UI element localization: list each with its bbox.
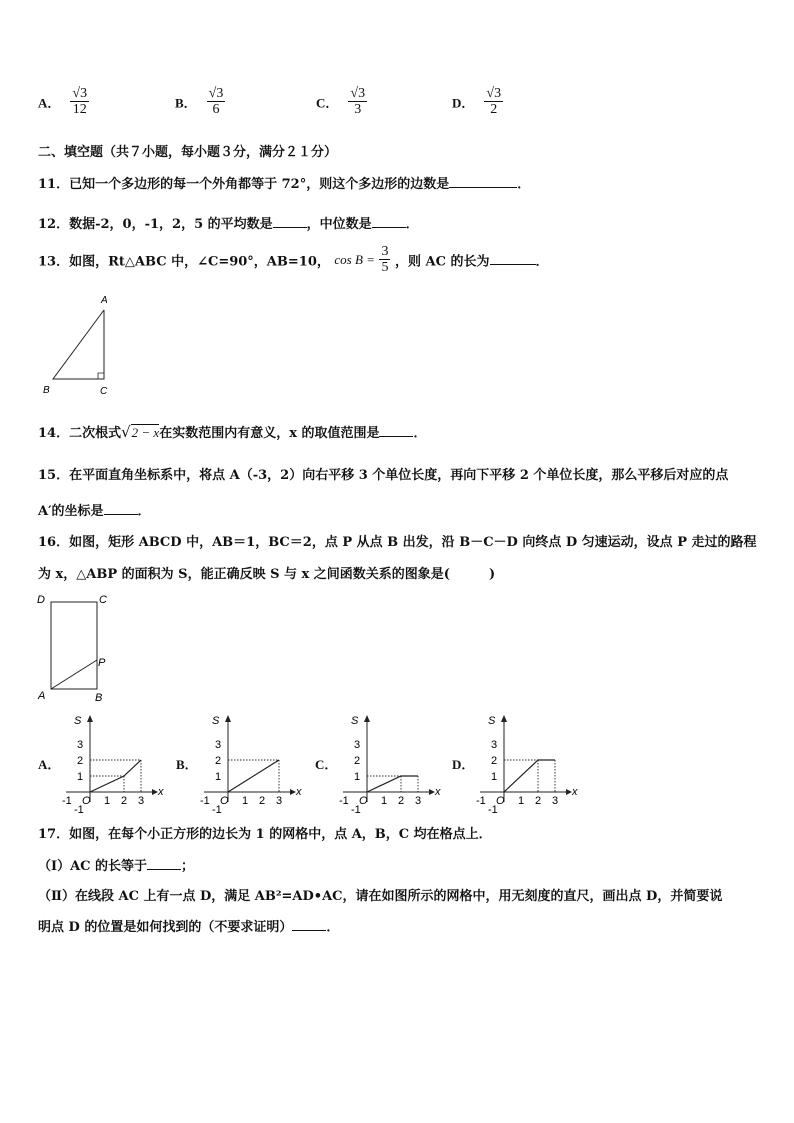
tick-label-neg-x: -1	[62, 795, 72, 807]
question-11-end: ．	[517, 177, 531, 192]
tick-label-y: 1	[77, 771, 84, 783]
fraction-denominator: 12	[72, 102, 87, 118]
tick-label-x: 3	[276, 795, 283, 807]
question-14-text: 14．二次根式	[38, 426, 122, 441]
fraction-numerator: √3	[208, 86, 224, 101]
tick-label-y: 3	[215, 739, 222, 751]
choice-letter: B．	[175, 95, 197, 111]
answer-blank	[292, 920, 326, 931]
origin-label: O	[359, 795, 368, 807]
label-a: A	[38, 690, 46, 702]
triangle-abc	[53, 310, 104, 379]
question-14-end: ．	[413, 426, 427, 441]
fraction-numerator: √3	[72, 86, 88, 101]
question-16-line1: 16．如图，矩形 ABCD 中，AB＝1，BC＝2，点 P 从点 B 出发，沿 B－C－D 向终点 D 匀速运动，设点 P 走过的路程	[38, 535, 757, 550]
fraction-numerator: 3	[381, 244, 389, 259]
answer-blank	[449, 177, 517, 188]
tick-label-x: 2	[535, 795, 542, 807]
fraction-numerator: √3	[486, 86, 502, 101]
tick-label-y: 1	[354, 771, 361, 783]
answer-blank	[104, 504, 138, 515]
label-c: C	[100, 386, 108, 397]
answer-blank	[147, 859, 181, 870]
answer-blank	[273, 217, 307, 228]
question-13-text: 13．如图，Rt△ABC 中，∠C=90°，AB=10，	[38, 254, 330, 270]
tick-label-neg-y: -1	[488, 804, 498, 816]
choice-letter: C．	[316, 95, 339, 111]
fraction-denominator: 5	[381, 260, 389, 276]
tick-label-neg-y: -1	[74, 804, 84, 816]
tick-label-x: 1	[518, 795, 525, 807]
tick-label-x: 3	[552, 795, 559, 807]
question-17-intro: 17．如图，在每个小正方形的边长为 1 的网格中，点 A，B，C 均在格点上．	[38, 827, 492, 842]
axis-label-x: x	[158, 786, 164, 798]
graph-option-letter: D．	[452, 757, 475, 772]
question-13-text-b: ，则 AC 的长为	[395, 254, 490, 270]
choice-1	[175, 86, 225, 118]
choice-fraction	[207, 86, 226, 118]
axis-label-x: x	[296, 786, 302, 798]
tick-label-y: 3	[77, 739, 84, 751]
tick-label-x: 2	[121, 795, 128, 807]
segment-ap	[51, 660, 97, 689]
function-graph-line	[228, 760, 279, 792]
tick-label-y: 1	[491, 771, 498, 783]
axis-label-s: S	[488, 715, 496, 727]
question-15-end: ．	[137, 504, 151, 519]
graph-option-2	[337, 712, 441, 816]
question-17-part2-line1: （Ⅱ）在线段 AC 上有一点 D，满足 AB²=AD•AC，请在如图所示的网格中，用无刻度的直尺，画出点 D，并简要说	[38, 889, 723, 904]
radicand: 2 − x	[131, 425, 160, 440]
tick-label-x: 2	[259, 795, 266, 807]
tick-label-x: 1	[242, 795, 249, 807]
fraction-denominator: 2	[490, 102, 498, 118]
tick-label-y: 2	[77, 755, 84, 767]
tick-label-y: 2	[491, 755, 498, 767]
question-15-line2	[38, 500, 151, 519]
question-17-part1-end: ；	[181, 859, 195, 874]
question-12-end: ．	[405, 217, 419, 232]
question-17-part2-end: ．	[326, 920, 340, 935]
question-12-text: 12．数据-2，0，-1，2，5 的平均数是	[38, 217, 273, 232]
axis-label-s: S	[212, 715, 220, 727]
cos-label: cos B =	[334, 251, 375, 267]
graph-option-letter: A．	[38, 757, 61, 772]
radical-expression	[121, 423, 159, 441]
graph-option-letter: C．	[315, 757, 338, 772]
tick-label-neg-x: -1	[476, 795, 486, 807]
radical-sign-icon: √	[121, 423, 131, 441]
choice-0	[38, 86, 89, 118]
choice-letter: D．	[452, 95, 475, 111]
function-graph-line	[504, 760, 555, 792]
label-d: D	[37, 594, 45, 606]
tick-label-x: 3	[138, 795, 145, 807]
section-heading: 二、填空题（共７小题，每小题３分，满分２１分）	[38, 145, 338, 160]
origin-label: O	[220, 795, 229, 807]
question-15-text: A′的坐标是	[38, 504, 104, 519]
question-17-part2-line2	[38, 916, 339, 935]
choice-fraction	[484, 86, 503, 118]
fraction-denominator: 6	[212, 102, 220, 118]
choice-fraction	[348, 86, 367, 118]
tick-label-x: 1	[104, 795, 111, 807]
answer-blank	[490, 254, 536, 265]
question-11	[38, 173, 530, 192]
graph-option-3	[474, 712, 578, 816]
tick-label-neg-x: -1	[200, 795, 210, 807]
question-17-part1-text: （Ⅰ）AC 的长等于	[38, 859, 148, 874]
question-12-text-b: ，中位数是	[306, 217, 372, 232]
y-arrow-icon	[501, 715, 507, 722]
tick-label-y: 3	[354, 739, 361, 751]
question-13-end: ．	[535, 254, 549, 270]
choice-letter: A．	[38, 95, 61, 111]
y-arrow-icon	[87, 715, 93, 722]
tick-label-y: 2	[215, 755, 222, 767]
question-14	[38, 422, 427, 441]
tick-label-neg-y: -1	[351, 804, 361, 816]
axis-label-x: x	[435, 786, 441, 798]
answer-blank	[379, 426, 413, 437]
question-16-line2: 为 x，△ABP 的面积为 S，能正确反映 S 与 x 之间函数关系的图象是( )	[38, 567, 496, 582]
label-a: A	[101, 295, 108, 306]
question-11-text: 11．已知一个多边形的每一个外角都等于 72°，则这个多边形的边数是	[38, 177, 450, 192]
y-arrow-icon	[225, 715, 231, 722]
tick-label-x: 3	[415, 795, 422, 807]
choice-fraction	[70, 86, 89, 118]
fraction-numerator: √3	[350, 86, 366, 101]
graph-option-0	[60, 712, 164, 816]
rectangle-abcd	[51, 602, 97, 689]
label-c: C	[99, 594, 107, 606]
choice-3	[452, 86, 503, 118]
tick-label-neg-y: -1	[212, 804, 222, 816]
axis-label-x: x	[572, 786, 578, 798]
graph-option-letter: B．	[176, 757, 198, 772]
function-graph-line	[367, 776, 418, 792]
label-p: P	[98, 657, 106, 669]
question-12	[38, 213, 419, 232]
origin-label: O	[82, 795, 91, 807]
y-arrow-icon	[364, 715, 370, 722]
question-17-part2-text: 明点 D 的位置是如何找到的（不要求证明）	[38, 920, 293, 935]
right-triangle-figure	[38, 292, 118, 402]
question-15-line1: 15．在平面直角坐标系中，将点 A（-3，2）向右平移 3 个单位长度，再向下平移 2 个单位长度，那么平移后对应的点	[38, 468, 729, 483]
graph-option-1	[198, 712, 302, 816]
tick-label-y: 3	[491, 739, 498, 751]
right-angle-mark	[98, 373, 104, 379]
tick-label-y: 2	[354, 755, 361, 767]
origin-label: O	[496, 795, 505, 807]
choice-2	[316, 86, 367, 118]
tick-label-neg-x: -1	[339, 795, 349, 807]
question-13	[38, 244, 549, 276]
question-17-part1	[38, 855, 194, 874]
label-b: B	[95, 692, 103, 704]
tick-label-y: 1	[215, 771, 222, 783]
fraction-denominator: 3	[354, 102, 362, 118]
tick-label-x: 2	[398, 795, 405, 807]
axis-label-s: S	[74, 715, 82, 727]
axis-label-s: S	[351, 715, 359, 727]
label-b: B	[43, 385, 50, 396]
cos-fraction	[379, 244, 390, 276]
question-14-text-b: 在实数范围内有意义，x 的取值范围是	[159, 426, 380, 441]
answer-blank	[372, 217, 406, 228]
rectangle-figure	[34, 590, 114, 705]
tick-label-x: 1	[381, 795, 388, 807]
